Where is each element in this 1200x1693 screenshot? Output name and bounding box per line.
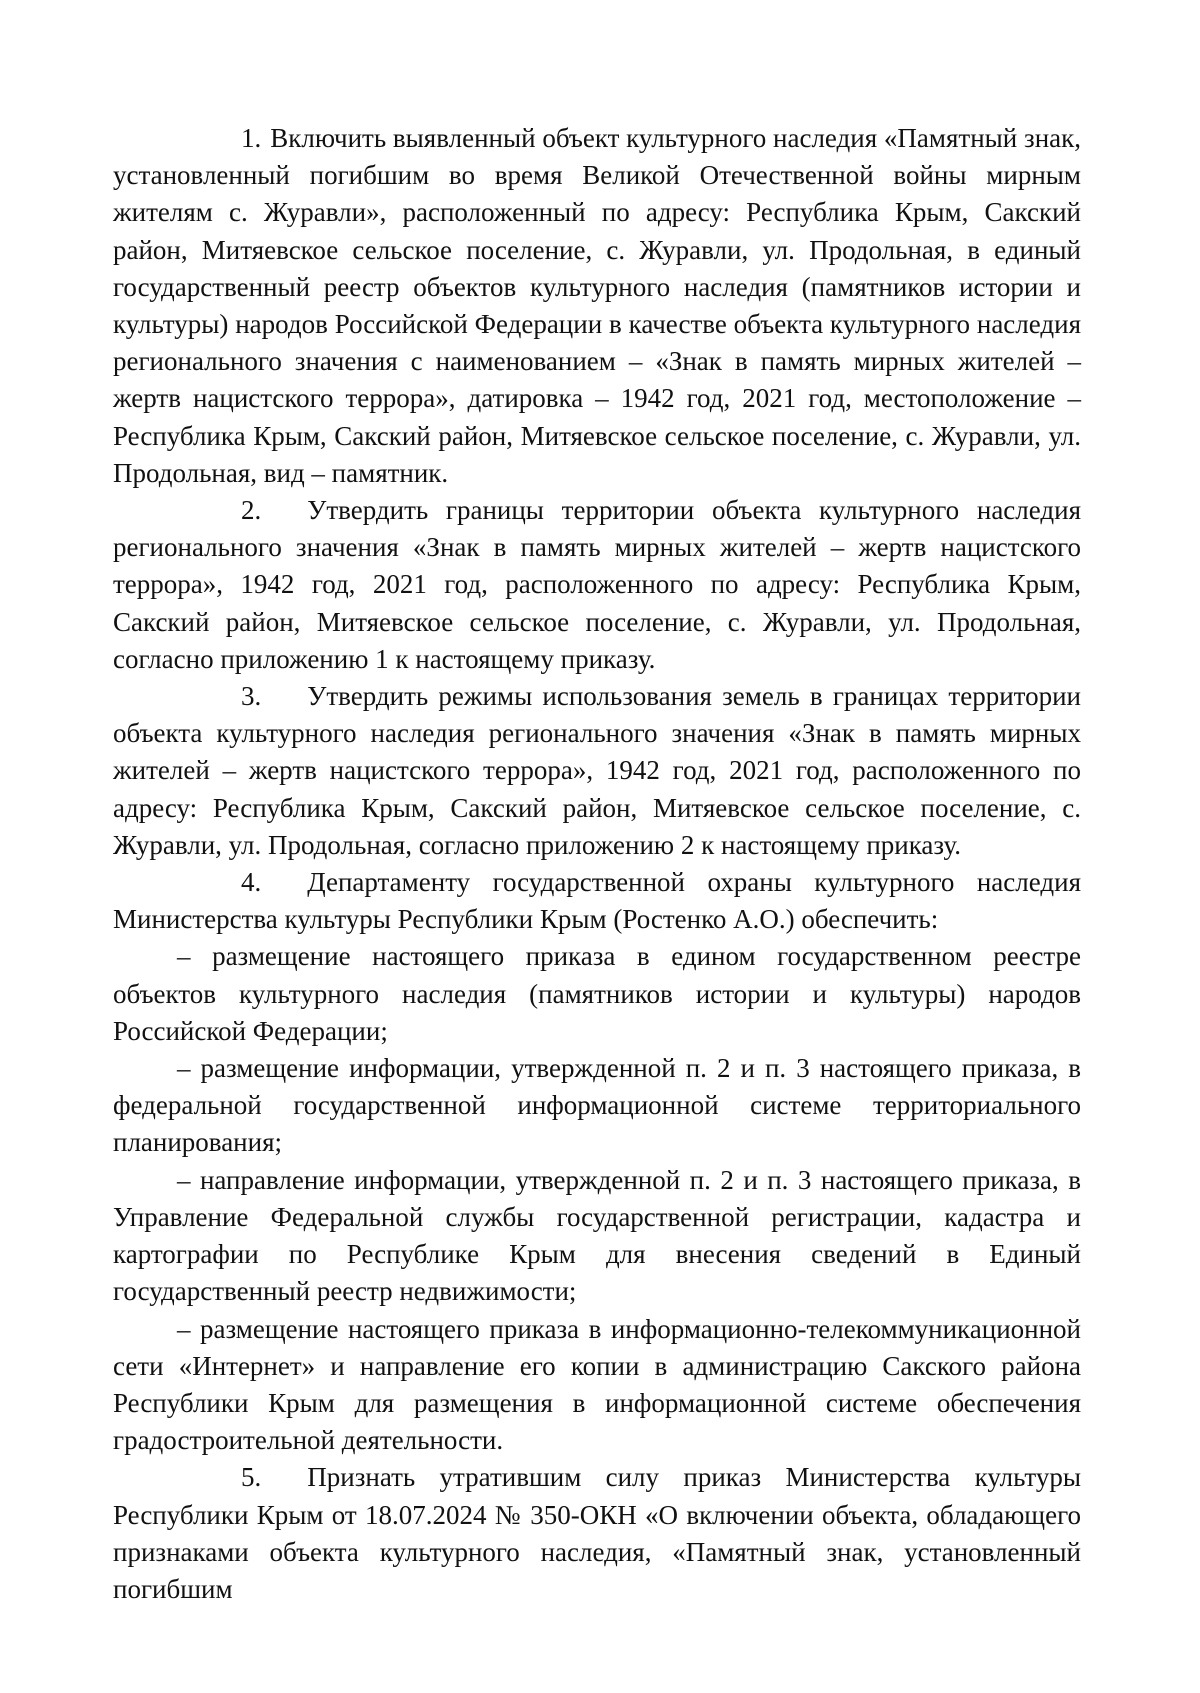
- item-4-bullet-2: – размещение информации, утвержденной п. 2 и п. 3 настоящего приказа, в федеральной государственной информационной системе территориального планирования;: [113, 1053, 1081, 1158]
- item-1-number: 1.: [241, 123, 262, 153]
- item-4: [113, 864, 1081, 938]
- item-3-text: Утвердить режимы использования земель в границах территории объекта культурного наследия регионального значения «Знак в память мирных жителей – жертв нацистского террора», 1942 год, 2021 год, расположенного по адресу: Республика Крым, Сакский район, Митяевское сельское поселение, с. Журавли, ул. Продольная, согласно приложению 2 к настоящему приказу.: [113, 681, 1081, 860]
- item-1-text: Включить выявленный объект культурного наследия «Памятный знак, установленный погибшим во время Великой Отечественной войны мирным жителям с. Журавли», расположенный по адресу: Республика Крым, Сакский район, Митяевское сельское поселение, с. Журавли, ул. Продольная, в единый государственный реестр объектов культурного наследия (памятников истории и культуры) народов Российской Федерации в качестве объекта культурного наследия регионального значения с наименованием – «Знак в память мирных жителей – жертв нацистского террора», датировка – 1942 год, 2021 год, местоположение – Республика Крым, Сакский район, Митяевское сельское поселение, с. Журавли, ул. Продольная, вид – памятник.: [113, 123, 1081, 488]
- item-3: [113, 678, 1081, 864]
- item-1: [113, 120, 1081, 492]
- document-body: [113, 120, 1081, 1608]
- item-4-number: 4.: [241, 867, 262, 898]
- item-4-bullet-4: – размещение настоящего приказа в информационно-телекоммуникационной сети «Интернет» и направление его копии в администрацию Сакского района Республики Крым для размещения в информационной системе обеспечения градостроительной деятельности.: [113, 1313, 1081, 1456]
- item-2: [113, 492, 1081, 678]
- item-2-number: 2.: [241, 495, 262, 526]
- item-4-text: Департаменту государственной охраны культурного наследия Министерства культуры Республики Крым (Ростенко А.О.) обеспечить:: [113, 867, 1081, 935]
- item-3-number: 3.: [241, 681, 262, 712]
- item-2-text: Утвердить границы территории объекта культурного наследия регионального значения «Знак в память мирных жителей – жертв нацистского террора», 1942 год, 2021 год, расположенного по адресу: Республика Крым, Сакский район, Митяевское сельское поселение, с. Журавли, ул. Продольная, согласно приложению 1 к настоящему приказу.: [113, 495, 1081, 674]
- item-5-text: Признать утратившим силу приказ Министерства культуры Республики Крым от 18.07.2024 № 350-ОКН «О включении объекта, обладающего признаками объекта культурного наследия, «Памятный знак, установленный погибшим: [113, 1462, 1081, 1604]
- item-5: [113, 1459, 1081, 1608]
- item-4-bullet-1: – размещение настоящего приказа в едином государственном реестре объектов культурного наследия (памятников истории и культуры) народов Российской Федерации;: [113, 941, 1081, 1046]
- item-4-bullet-3: – направление информации, утвержденной п. 2 и п. 3 настоящего приказа, в Управление Федеральной службы государственной регистрации, кадастра и картографии по Республике Крым для внесения сведений в Единый государственный реестр недвижимости;: [113, 1164, 1081, 1307]
- item-5-number: 5.: [241, 1462, 262, 1493]
